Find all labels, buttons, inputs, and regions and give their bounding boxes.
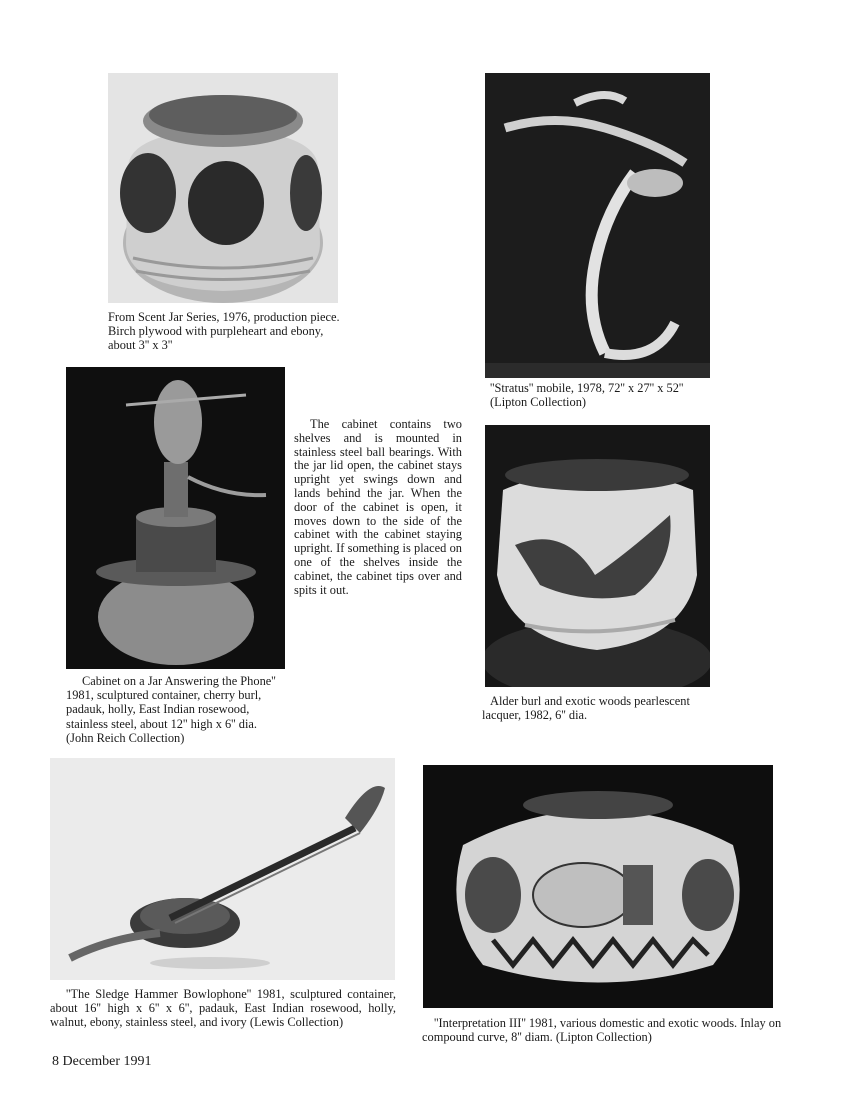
photo-interpretation (423, 765, 773, 1008)
caption-cabinet-jar: Cabinet on a Jar Answering the Phone'' 1981, sculptured container, cherry burl, padauk, holly, East Indian rosewood, stainless steel, about 12'' high x 6'' dia. (John Reich Collection) (66, 674, 276, 745)
photo-scent-jar (108, 73, 338, 303)
article-paragraph: The cabinet contains two shelves and is mounted in stainless steel ball bearings. With the jar lid open, the cabinet stays upright yet swings down and lands behind the jar. When the door of the cabinet is open, it moves down to the side of the cabinet with the cabinet staying upright. If something is placed on one of the shelves inside the cabinet, the cabinet tips over and spits it out. (294, 417, 462, 597)
caption-sledge-hammer: ''The Sledge Hammer Bowlophone'' 1981, sculptured container, about 16'' high x 6'' x 6'', padauk, East Indian rosewood, holly, walnut, ebony, stainless steel, and ivory (Lewis Collection) (50, 987, 396, 1030)
photo-sledge-hammer (50, 758, 395, 980)
caption-scent-jar: From Scent Jar Series, 1976, production piece. Birch plywood with purpleheart and ebony, about 3'' x 3'' (108, 310, 340, 353)
caption-alder-burl: Alder burl and exotic woods pearlescent lacquer, 1982, 6'' dia. (482, 694, 690, 723)
photo-cabinet-jar (66, 367, 285, 669)
photo-stratus (485, 73, 710, 378)
photo-alder-burl (485, 425, 710, 687)
caption-interpretation: ''Interpretation III'' 1981, various domestic and exotic woods. Inlay on compound curve, 8'' diam. (Lipton Collection) (422, 1016, 782, 1045)
caption-stratus: ''Stratus'' mobile, 1978, 72'' x 27'' x 52'' (Lipton Collection) (490, 381, 684, 410)
page-folio: 8 December 1991 (52, 1054, 152, 1069)
